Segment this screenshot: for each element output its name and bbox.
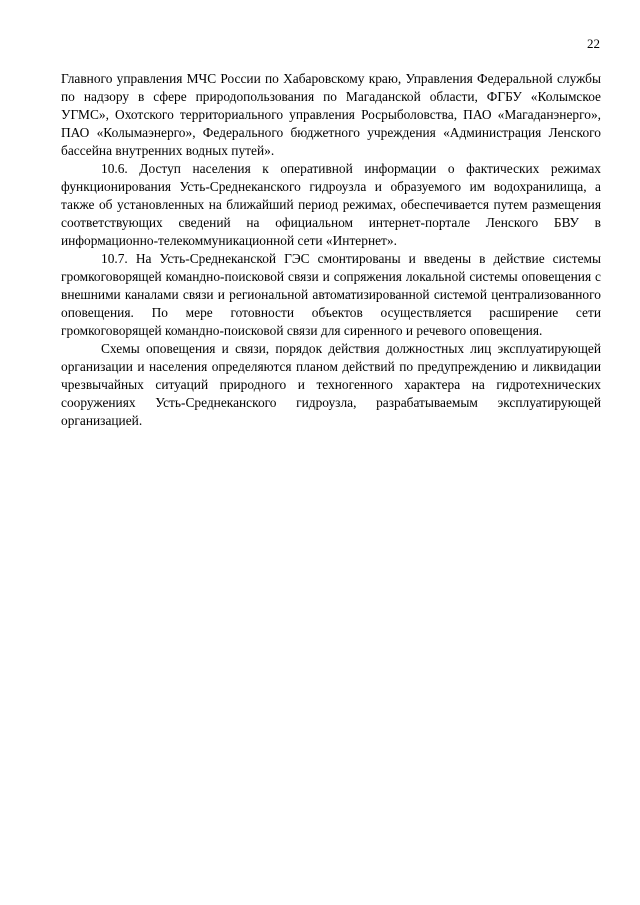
page-number: 22 xyxy=(587,36,600,51)
paragraph-10-6: 10.6. Доступ населения к оперативной информации о фактических режимах функционирования Усть-Среднеканского гидроузла и образуемого им водохранилища, а также об установленных на ближайший период режимах, обеспечивается путем размещения соответствующих сведений на официальном интернет-портале Ленского БВУ в информационно-телекоммуникационной сети «Интернет». xyxy=(61,161,601,248)
document-body xyxy=(61,70,601,430)
paragraph-10-7: 10.7. На Усть-Среднеканской ГЭС смонтированы и введены в действие системы громкоговорящей командно-поисковой связи и сопряжения локальной системы оповещения с внешними каналами связи и региональной автоматизированной системой централизованного оповещения. По мере готовности объектов осуществляется расширение сети громкоговорящей командно-поисковой связи для сиренного и речевого оповещения. xyxy=(61,251,601,338)
paragraph-notification-schemes: Схемы оповещения и связи, порядок действия должностных лиц эксплуатирующей организации и населения определяются планом действий по предупреждению и ликвидации чрезвычайных ситуаций природного и техногенного характера на гидротехнических сооружениях Усть-Среднеканского гидроузла, разрабатываемым эксплуатирующей организацией. xyxy=(61,341,601,428)
paragraph-continuation: Главного управления МЧС России по Хабаровскому краю, Управления Федеральной службы по надзору в сфере природопользования по Магаданской области, ФГБУ «Колымское УГМС», Охотского территориального управления Росрыболовства, ПАО «Магаданэнерго», ПАО «Колымаэнерго», Федерального бюджетного учреждения «Администрация Ленского бассейна внутренних водных путей». xyxy=(61,71,601,158)
